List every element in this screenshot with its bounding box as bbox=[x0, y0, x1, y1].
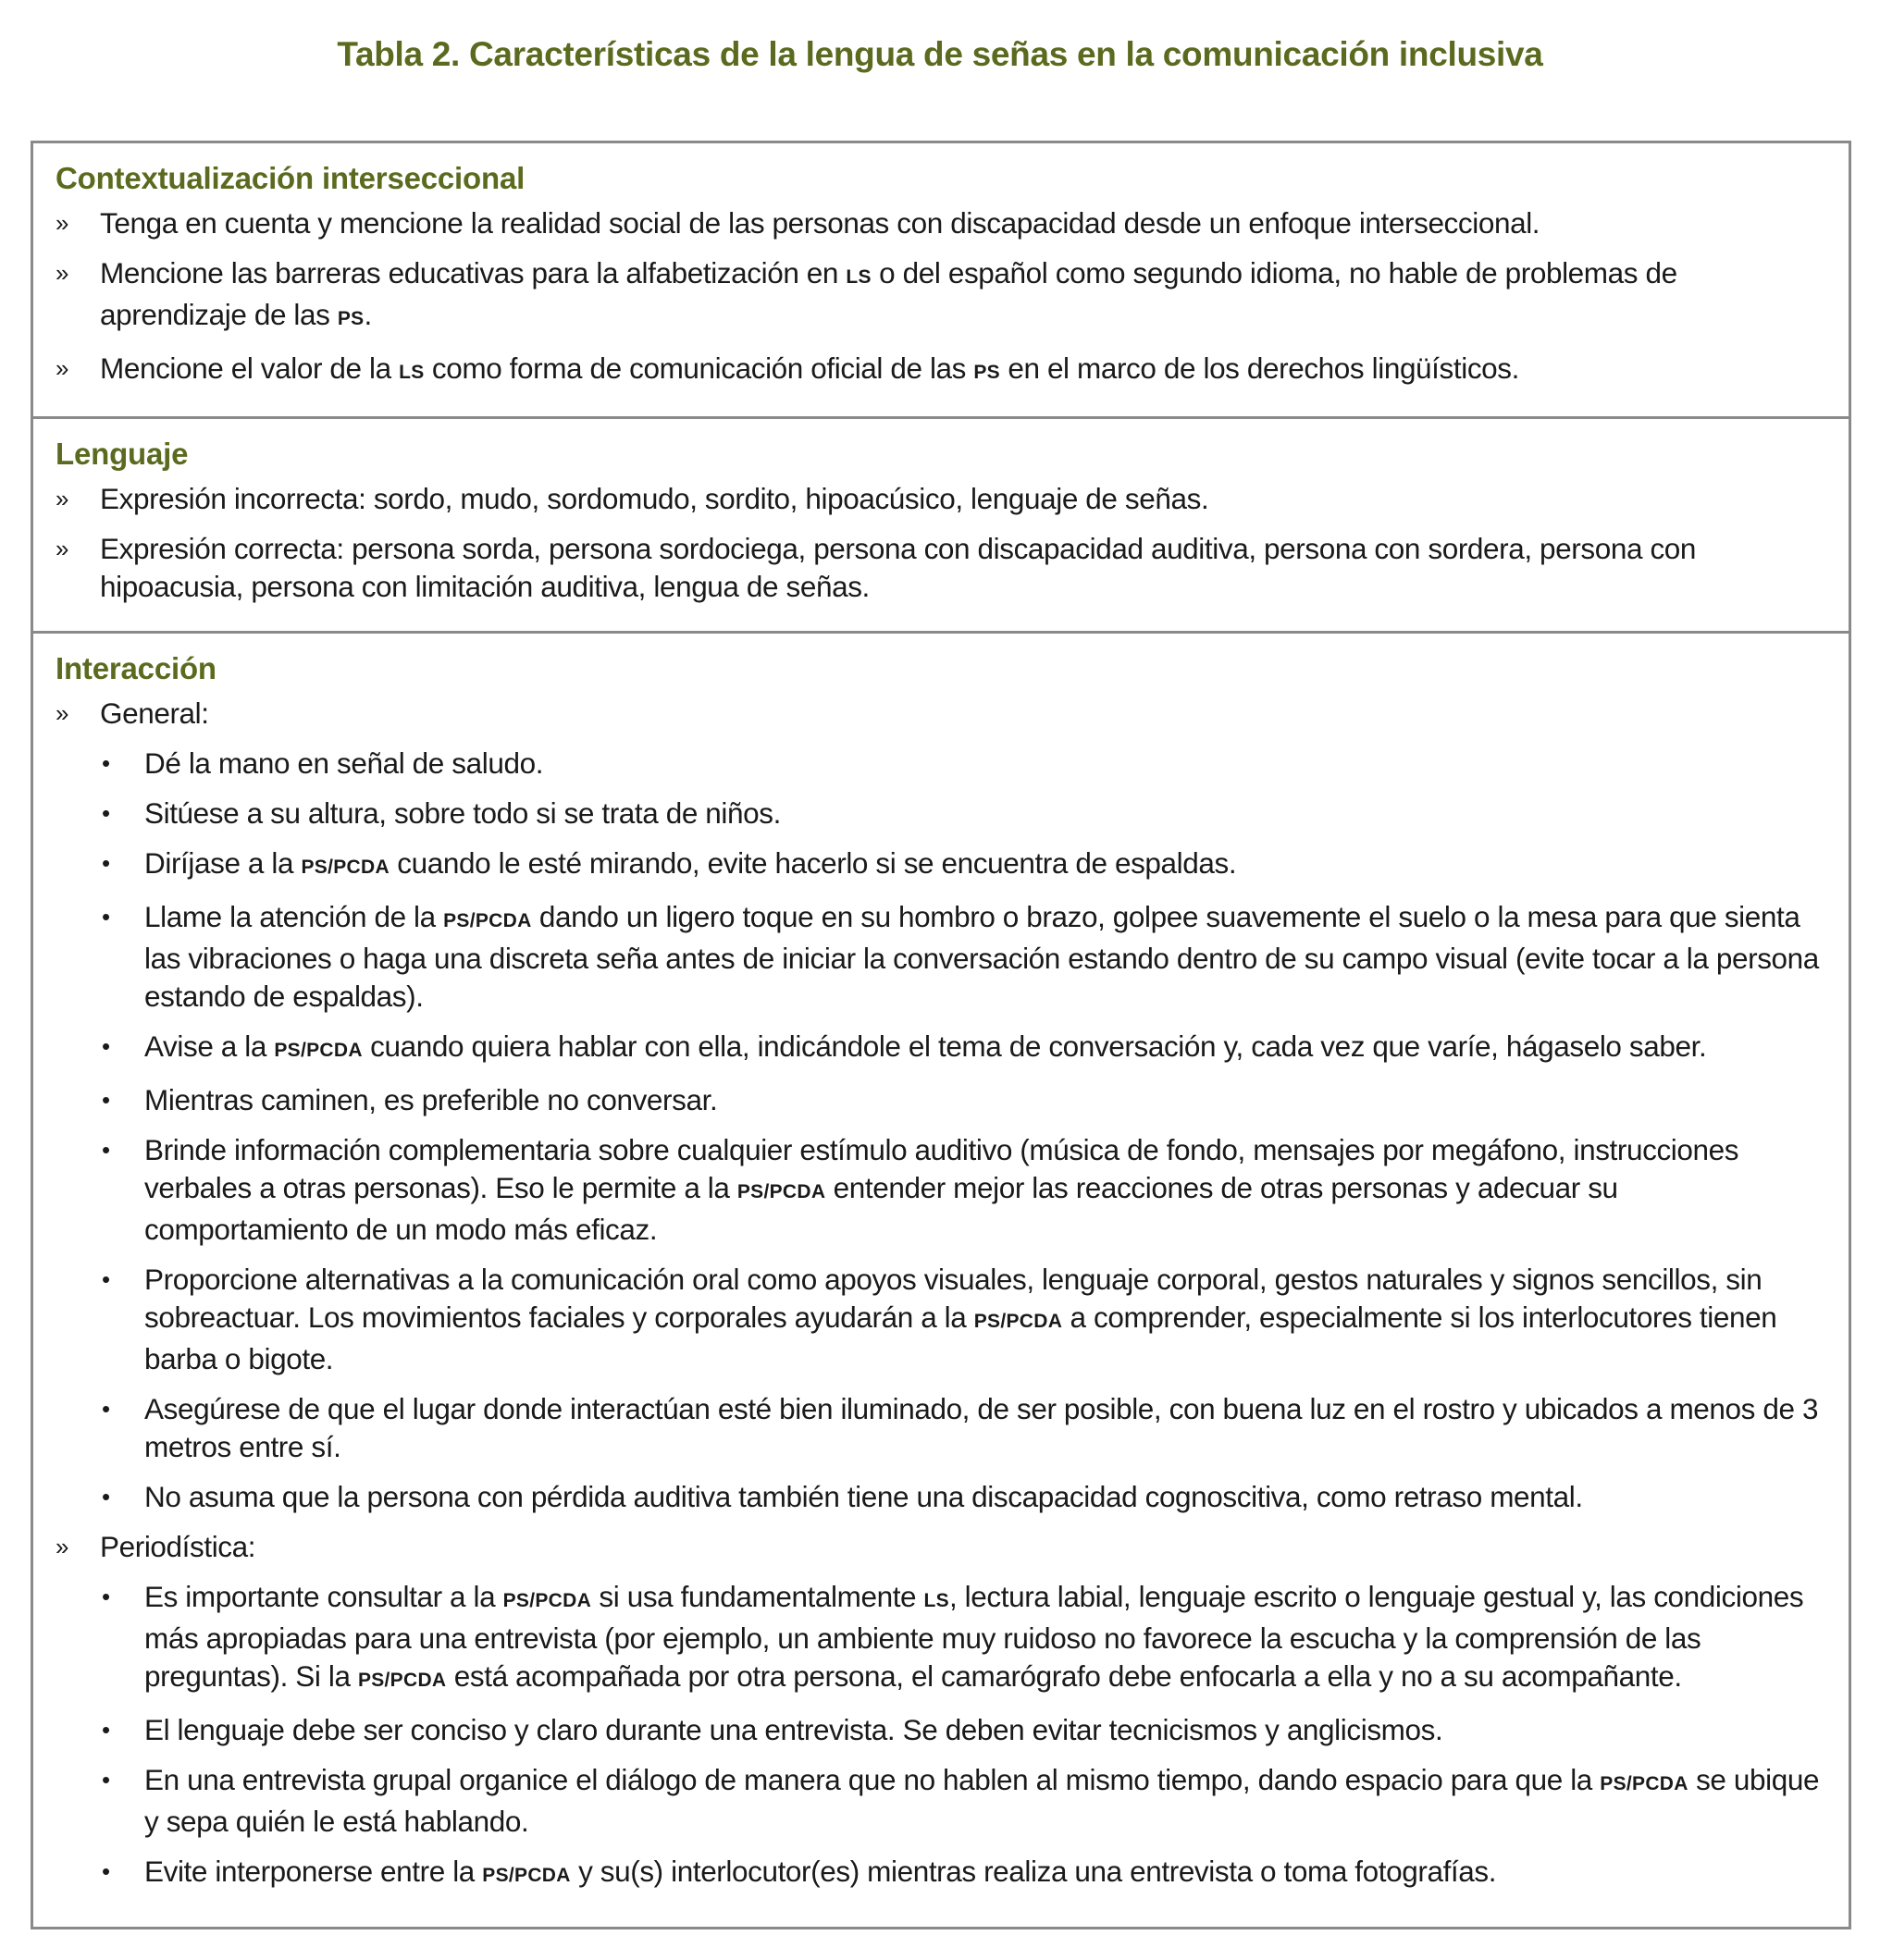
bullet-item bbox=[56, 480, 1826, 518]
bullet-item bbox=[56, 254, 1826, 338]
item-text: Mientras caminen, es preferible no conversar. bbox=[144, 1083, 718, 1116]
sub-bullet-item bbox=[56, 1853, 1826, 1894]
sub-bullet-item bbox=[56, 898, 1826, 1016]
bullet-dot-icon: • bbox=[102, 1857, 110, 1885]
bullet-dot-icon: • bbox=[102, 1483, 110, 1510]
bullet-dot-icon: • bbox=[102, 1136, 110, 1164]
item-text: Evite interponerse entre la PS/PCDA y su(s) interlocutor(es) mientras realiza una entrevista o toma fotografías. bbox=[144, 1855, 1497, 1888]
item-text: Mencione las barreras educativas para la alfabetización en LS o del español como segundo idioma, no hable de problemas de aprendizaje de las PS. bbox=[100, 256, 1677, 331]
sub-bullet-item bbox=[56, 1028, 1826, 1069]
item-text: Mencione el valor de la LS como forma de comunicación oficial de las PS en el marco de los derechos lingüísticos. bbox=[100, 351, 1519, 385]
sub-bullet-item bbox=[56, 1578, 1826, 1699]
bullet-dot-icon: • bbox=[102, 1583, 110, 1610]
sub-bullet-item bbox=[56, 795, 1826, 832]
item-text: Es importante consultar a la PS/PCDA si usa fundamentalmente LS, lectura labial, lenguaje escrito o lenguaje gestual y, las condiciones más apropiadas para una entrevista (por ejemplo, un ambiente muy ruidoso no favorece la escucha y la comprensión de las preguntas). Si la PS/PCDA está acompañada por otra persona, el camarógrafo debe enfocarla a ella y no a su acompañante. bbox=[144, 1580, 1804, 1693]
item-text: Brinde información complementaria sobre cualquier estímulo auditivo (música de fondo, mensajes por megáfono, instrucciones verbales a otras personas). Eso le permite a la PS/PCDA entender mejor las reacciones de otras personas y adecuar su comportamiento de un modo más eficaz. bbox=[144, 1133, 1739, 1246]
abbreviation: PS bbox=[973, 362, 1000, 383]
item-text: Diríjase a la PS/PCDA cuando le esté mirando, evite hacerlo si se encuentra de espaldas. bbox=[144, 846, 1237, 880]
sub-bullet-item bbox=[56, 1081, 1826, 1119]
section-list bbox=[56, 695, 1826, 1894]
abbreviation: PS/PCDA bbox=[274, 1040, 363, 1061]
section-lenguaje bbox=[33, 419, 1849, 634]
abbreviation: PS bbox=[337, 308, 365, 329]
section-list bbox=[56, 204, 1826, 391]
sub-bullet-item bbox=[56, 844, 1826, 886]
abbreviation: PS/PCDA bbox=[357, 1670, 447, 1691]
item-text: Sitúese a su altura, sobre todo si se trata de niños. bbox=[144, 796, 781, 830]
bullet-item bbox=[56, 530, 1826, 606]
bullet-dot-icon: • bbox=[102, 1265, 110, 1293]
item-text: Dé la mano en señal de saludo. bbox=[144, 746, 544, 780]
item-text: No asuma que la persona con pérdida auditiva también tiene una discapacidad cognoscitiva, como retraso mental. bbox=[144, 1480, 1583, 1513]
sub-bullet-item bbox=[56, 1131, 1826, 1249]
sub-bullet-item bbox=[56, 1711, 1826, 1749]
abbreviation: LS bbox=[399, 362, 425, 383]
item-text: Proporcione alternativas a la comunicación oral como apoyos visuales, lenguaje corporal, gestos naturales y signos sencillos, sin sobreactuar. Los movimientos faciales y corporales ayudarán a la PS/PCDA a comprender, especialmente si los interlocutores tienen barba o bigote. bbox=[144, 1263, 1777, 1375]
double-chevron-icon: » bbox=[56, 1533, 69, 1560]
abbreviation: PS/PCDA bbox=[443, 910, 532, 931]
bullet-item bbox=[56, 695, 1826, 733]
bullet-dot-icon: • bbox=[102, 1086, 110, 1114]
characteristics-table bbox=[31, 141, 1851, 1929]
double-chevron-icon: » bbox=[56, 354, 69, 382]
section-heading: Contextualización interseccional bbox=[56, 161, 526, 195]
bullet-dot-icon: • bbox=[102, 849, 110, 877]
table-title: Tabla 2. Características de la lengua de señas en la comunicación inclusiva bbox=[337, 35, 1543, 73]
abbreviation: PS/PCDA bbox=[973, 1311, 1063, 1332]
sub-bullet-item bbox=[56, 1761, 1826, 1841]
bullet-dot-icon: • bbox=[102, 799, 110, 827]
item-text: Asegúrese de que el lugar donde interactúan esté bien iluminado, de ser posible, con buena luz en el rostro y ubicados a menos de 3 metros entre sí. bbox=[144, 1392, 1819, 1463]
bullet-item bbox=[56, 204, 1826, 242]
item-text: General: bbox=[100, 696, 209, 730]
item-text: El lenguaje debe ser conciso y claro durante una entrevista. Se deben evitar tecnicismos y anglicismos. bbox=[144, 1713, 1443, 1746]
section-list bbox=[56, 480, 1826, 606]
bullet-dot-icon: • bbox=[102, 1716, 110, 1744]
abbreviation: PS/PCDA bbox=[301, 857, 390, 878]
abbreviation: PS/PCDA bbox=[1600, 1773, 1688, 1794]
item-text: Periodística: bbox=[100, 1530, 256, 1563]
item-text: Llame la atención de la PS/PCDA dando un ligero toque en su hombro o brazo, golpee suavemente el suelo o la mesa para que sienta las vibraciones o haga una discreta seña antes de iniciar la conversación estando dentro de su campo visual (evite tocar a la persona estando de espaldas). bbox=[144, 900, 1819, 1013]
bullet-dot-icon: • bbox=[102, 749, 110, 777]
section-heading: Interacción bbox=[56, 651, 216, 685]
bullet-dot-icon: • bbox=[102, 903, 110, 931]
abbreviation: LS bbox=[846, 266, 872, 288]
double-chevron-icon: » bbox=[56, 485, 69, 512]
double-chevron-icon: » bbox=[56, 209, 69, 237]
bullet-dot-icon: • bbox=[102, 1032, 110, 1060]
double-chevron-icon: » bbox=[56, 699, 69, 727]
sub-bullet-item bbox=[56, 1261, 1826, 1378]
bullet-item bbox=[56, 1528, 1826, 1566]
bullet-item bbox=[56, 350, 1826, 391]
item-text: Expresión correcta: persona sorda, persona sordociega, persona con discapacidad auditiva, persona con sordera, persona con hipoacusia, persona con limitación auditiva, lengua de señas. bbox=[100, 532, 1697, 603]
abbreviation: PS/PCDA bbox=[502, 1590, 592, 1611]
double-chevron-icon: » bbox=[56, 259, 69, 287]
bullet-dot-icon: • bbox=[102, 1395, 110, 1423]
item-text: Tenga en cuenta y mencione la realidad social de las personas con discapacidad desde un enfoque interseccional. bbox=[100, 206, 1540, 240]
double-chevron-icon: » bbox=[56, 535, 69, 562]
sub-bullet-item bbox=[56, 745, 1826, 783]
abbreviation: LS bbox=[923, 1590, 949, 1611]
section-contextualizacion bbox=[33, 143, 1849, 419]
section-interaccion bbox=[33, 634, 1849, 1927]
bullet-dot-icon: • bbox=[102, 1766, 110, 1794]
item-text: En una entrevista grupal organice el diálogo de manera que no hablen al mismo tiempo, dando espacio para que la PS/PCDA se ubique y sepa quién le está hablando. bbox=[144, 1763, 1820, 1838]
sub-bullet-item bbox=[56, 1390, 1826, 1466]
abbreviation: PS/PCDA bbox=[736, 1181, 826, 1202]
sub-bullet-item bbox=[56, 1478, 1826, 1516]
abbreviation: PS/PCDA bbox=[482, 1865, 571, 1886]
item-text: Avise a la PS/PCDA cuando quiera hablar con ella, indicándole el tema de conversación y, cada vez que varíe, hágaselo saber. bbox=[144, 1029, 1707, 1063]
item-text: Expresión incorrecta: sordo, mudo, sordomudo, sordito, hipoacúsico, lenguaje de señas. bbox=[100, 482, 1209, 515]
section-heading: Lenguaje bbox=[56, 437, 189, 471]
